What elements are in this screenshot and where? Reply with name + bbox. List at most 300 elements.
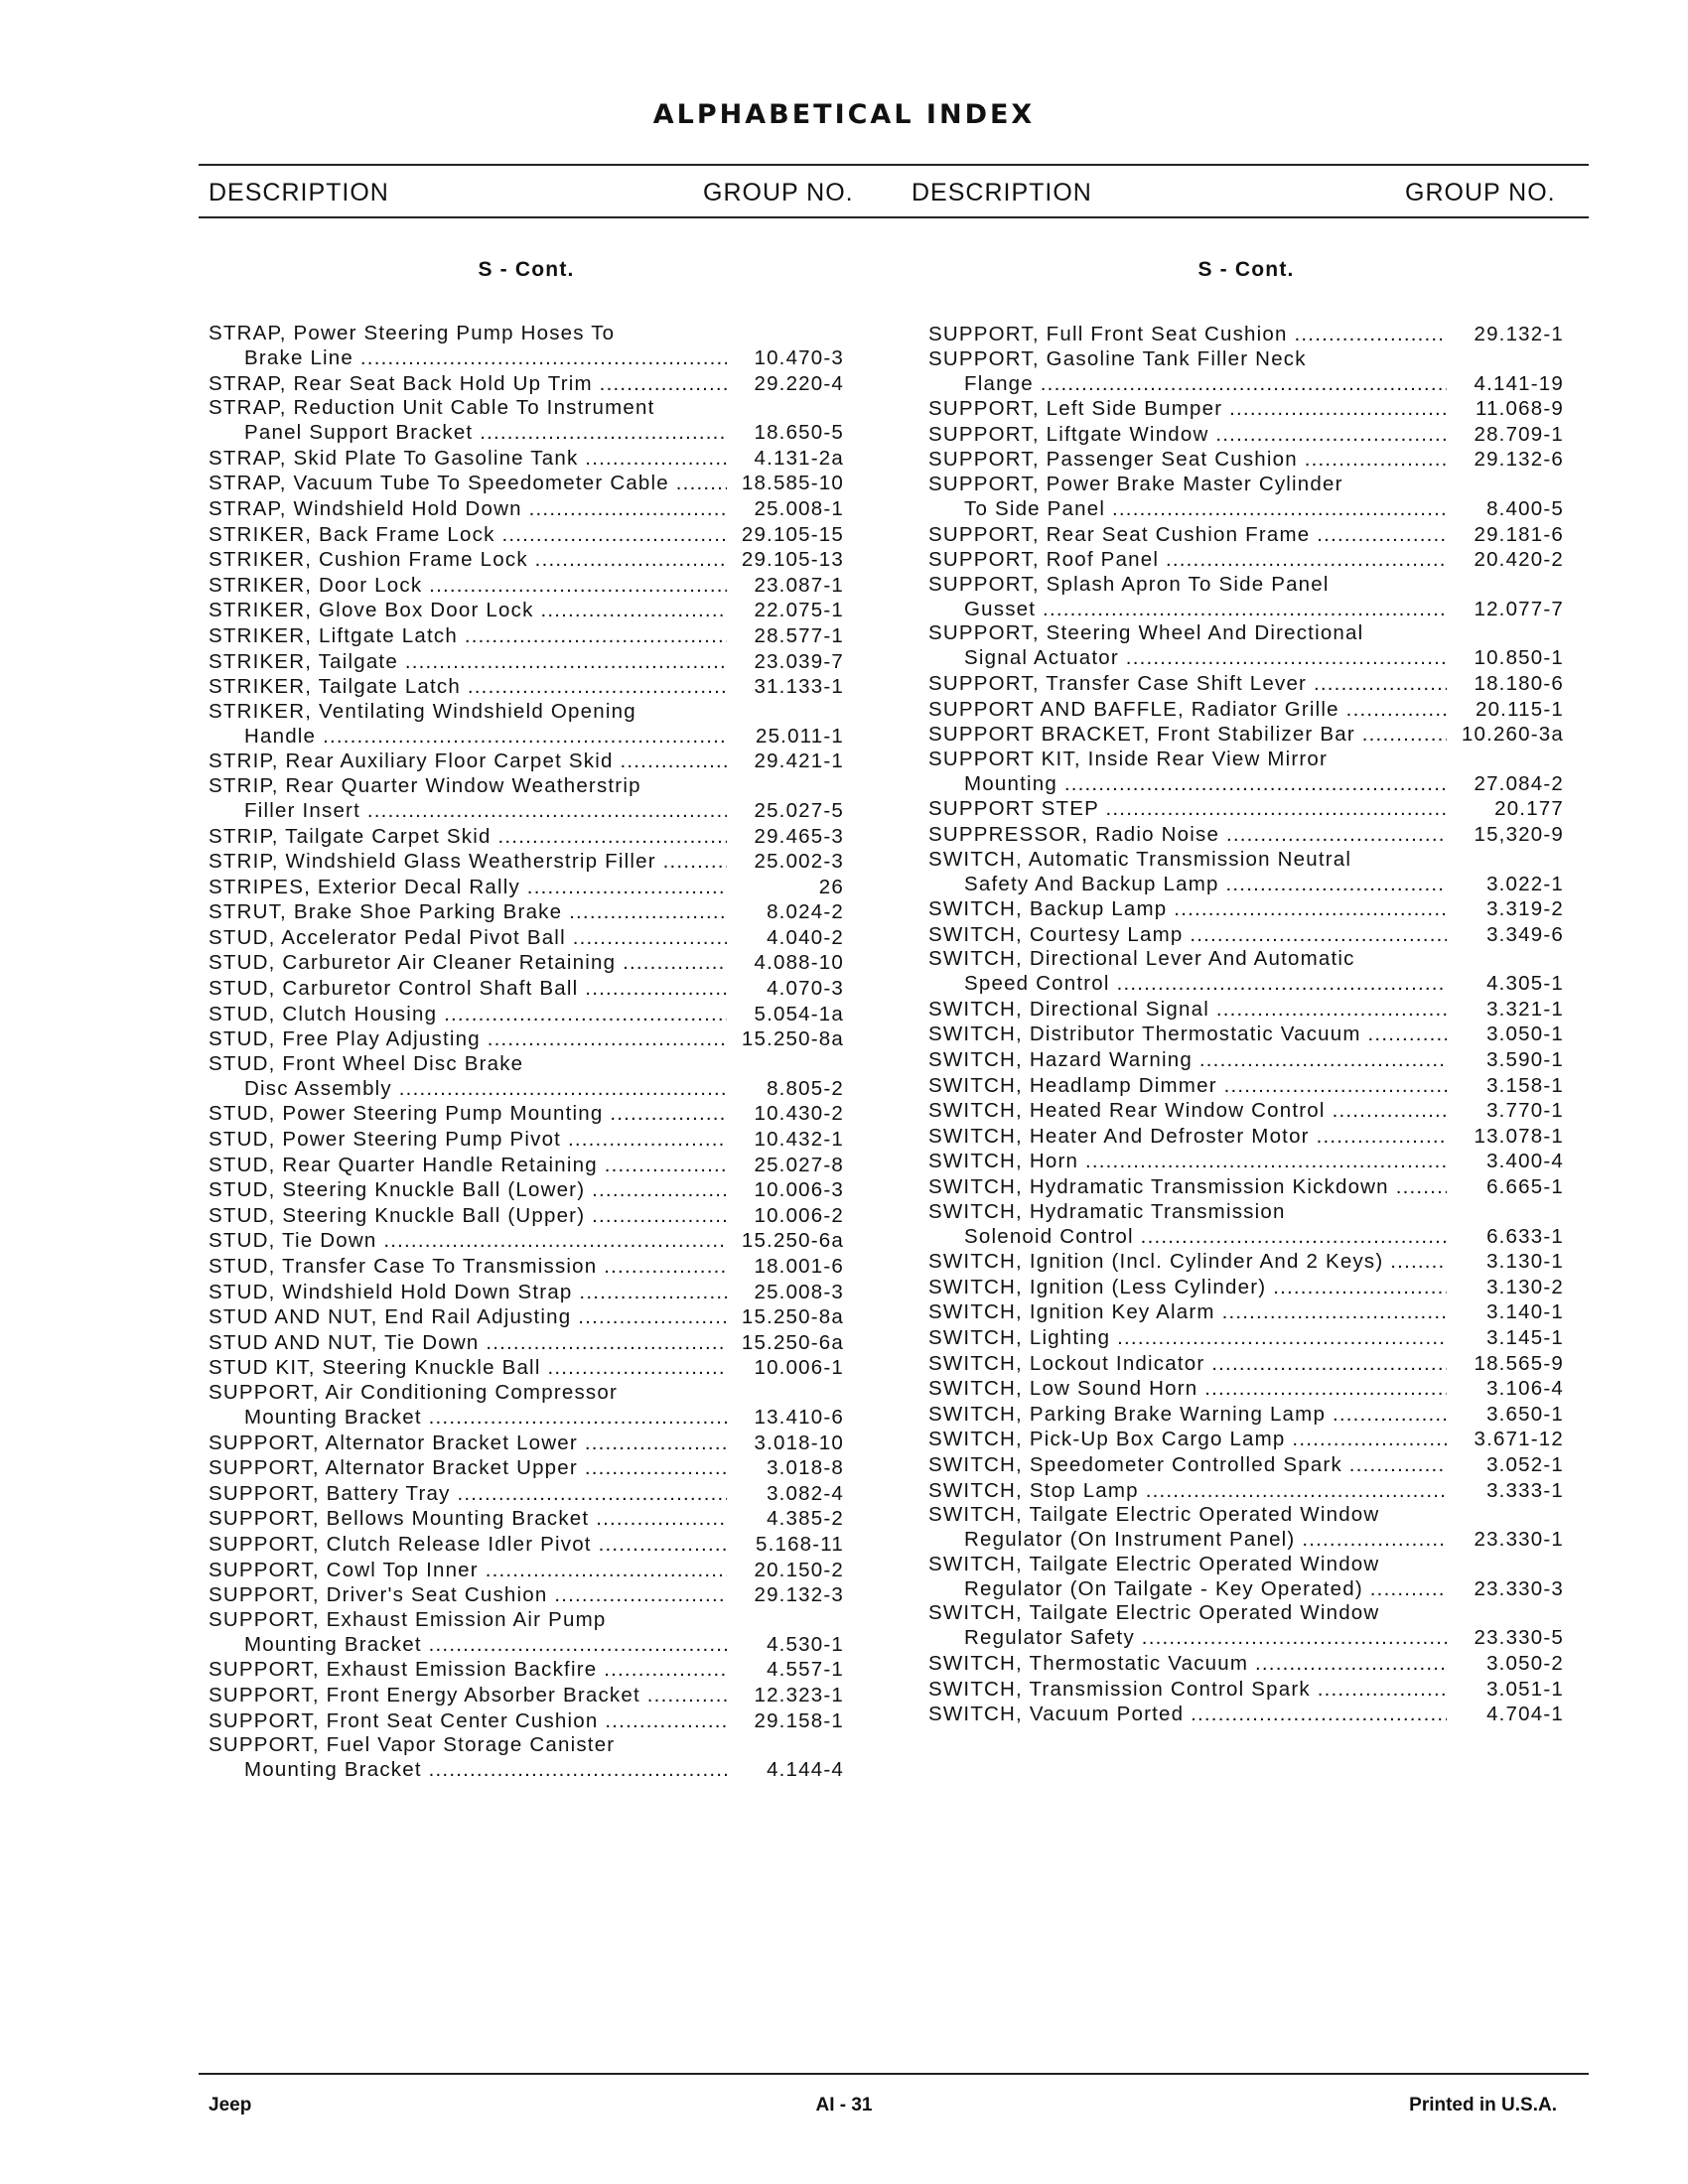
index-entry: [209, 1177, 844, 1203]
index-entry: [209, 322, 844, 371]
entry-group-number: 25.008-1: [754, 496, 844, 520]
entry-group-number: 26: [818, 875, 844, 898]
entry-text-line: SUPPORT, Battery Tray .....: [209, 1481, 727, 1507]
index-entry: [209, 1708, 844, 1734]
entry-group-number: 3.321-1: [1486, 997, 1564, 1021]
entry-group-number: 10.850-1: [1474, 646, 1564, 670]
index-entry: [209, 471, 844, 496]
index-entry: [209, 1657, 844, 1683]
entry-text-line: Mounting .....: [928, 771, 1447, 797]
index-entry: [209, 1280, 844, 1305]
entry-group-number: 3.400-4: [1486, 1150, 1564, 1173]
entry-group-number: 23.330-3: [1474, 1576, 1564, 1600]
index-entry: [928, 1651, 1564, 1677]
index-entry: [209, 1101, 844, 1127]
entry-text-line: STUD, Clutch Housing .....: [209, 1002, 727, 1027]
index-entry: [209, 1228, 844, 1254]
entry-text-line: STUD, Rear Quarter Handle Retaining .....: [209, 1153, 727, 1178]
index-entry: [209, 899, 844, 925]
entry-text-line: STRIP, Rear Auxiliary Floor Carpet Skid .....: [209, 749, 727, 774]
index-entry: [928, 1174, 1564, 1200]
entry-group-number: 25.027-8: [754, 1153, 844, 1176]
entry-text-line: SWITCH, Ignition (Less Cylinder) .....: [928, 1275, 1447, 1300]
entry-text-line: STUD AND NUT, Tie Down .....: [209, 1330, 727, 1356]
index-entry: [209, 824, 844, 850]
entry-group-number: 31.133-1: [754, 675, 844, 699]
index-entry: [209, 1026, 844, 1052]
entry-group-number: 4.131-2a: [754, 446, 844, 470]
index-entry: [928, 1351, 1564, 1377]
entry-text-line: SUPPORT KIT, Inside Rear View Mirror: [928, 747, 1329, 770]
entry-group-number: 3.130-1: [1486, 1250, 1564, 1274]
index-entry: [928, 922, 1564, 948]
index-entry: [928, 848, 1564, 897]
entry-text-line: SWITCH, Parking Brake Warning Lamp .....: [928, 1402, 1447, 1428]
index-entry: [928, 748, 1564, 797]
entry-text-line: SUPPORT, Transfer Case Shift Lever .....: [928, 671, 1447, 697]
entry-text-line: SUPPORT, Gasoline Tank Filler Neck: [928, 346, 1307, 370]
entry-text-line: Mounting Bracket .....: [209, 1757, 727, 1783]
entry-group-number: 20.420-2: [1474, 548, 1564, 572]
entry-group-number: 25.008-3: [754, 1280, 844, 1303]
entry-text-line: SUPPORT, Rear Seat Cushion Frame .....: [928, 522, 1447, 548]
entry-group-number: 15.250-8a: [741, 1027, 844, 1051]
index-entry: [928, 1601, 1564, 1651]
entry-group-number: 29.105-15: [741, 522, 844, 546]
index-entry: [928, 947, 1564, 997]
entry-group-number: 4.070-3: [767, 977, 844, 1001]
index-entry: [928, 822, 1564, 848]
entry-group-number: 4.704-1: [1486, 1703, 1564, 1726]
index-entry: [209, 649, 844, 675]
index-entry: [928, 573, 1564, 622]
index-column-right: [928, 258, 1564, 1727]
entry-text-line: STUD, Steering Knuckle Ball (Lower) .....: [209, 1177, 727, 1203]
index-entry: [928, 1073, 1564, 1099]
entry-text-line: SUPPORT STEP .....: [928, 796, 1447, 822]
entry-group-number: 15,320-9: [1474, 822, 1564, 846]
entry-text-line: STUD KIT, Steering Knuckle Ball .....: [209, 1355, 727, 1381]
entry-text-line: Regulator Safety .....: [928, 1625, 1447, 1651]
footer-page-number: AI - 31: [815, 2095, 873, 2116]
index-entry: [209, 1683, 844, 1708]
entry-group-number: 23.039-7: [754, 649, 844, 673]
entry-group-number: 15.250-6a: [741, 1229, 844, 1253]
entry-group-number: 3.650-1: [1486, 1402, 1564, 1426]
index-entry: [209, 1608, 844, 1658]
entry-group-number: 10.006-1: [754, 1356, 844, 1380]
index-entry: [928, 1503, 1564, 1553]
entry-group-number: 29.132-3: [754, 1583, 844, 1607]
entry-text-line: SWITCH, Ignition Key Alarm .....: [928, 1299, 1447, 1325]
header-rule-bottom: [199, 216, 1589, 218]
entry-group-number: 18.001-6: [754, 1255, 844, 1278]
index-entry: [928, 697, 1564, 723]
entry-group-number: 27.084-2: [1474, 771, 1564, 795]
entry-group-number: 25.002-3: [754, 850, 844, 874]
entry-text-line: Handle .....: [209, 724, 727, 750]
entry-group-number: 20.177: [1494, 797, 1564, 821]
entry-group-number: 3.082-4: [767, 1481, 844, 1505]
entry-text-line: SUPPORT, Splash Apron To Side Panel: [928, 572, 1330, 596]
index-entry: [209, 1381, 844, 1431]
index-entry: [928, 1677, 1564, 1703]
entry-text-line: SUPPORT, Roof Panel .....: [928, 547, 1447, 573]
index-entry: [209, 1506, 844, 1532]
entry-group-number: 29.132-1: [1474, 323, 1564, 345]
entry-group-number: 18.585-10: [741, 472, 844, 495]
footer-right: Printed in U.S.A.: [1409, 2095, 1557, 2116]
entry-group-number: 6.665-1: [1486, 1175, 1564, 1199]
entry-group-number: 18.565-9: [1474, 1351, 1564, 1375]
index-entry: [928, 1478, 1564, 1504]
index-entry: [209, 547, 844, 573]
index-entry: [928, 347, 1564, 397]
entry-text-line: SUPPORT, Front Seat Center Cushion .....: [209, 1708, 727, 1734]
index-entry: [928, 447, 1564, 473]
index-entry: [928, 1553, 1564, 1602]
index-entry: [928, 422, 1564, 448]
entry-group-number: 23.330-1: [1474, 1528, 1564, 1552]
index-list-left: [209, 322, 844, 1783]
entry-text-line: SWITCH, Tailgate Electric Operated Window: [928, 1601, 1380, 1625]
entry-group-number: 3.590-1: [1486, 1048, 1564, 1072]
header-group-left: GROUP NO.: [703, 179, 854, 206]
entry-group-number: 3.333-1: [1486, 1478, 1564, 1502]
entry-group-number: 3.051-1: [1486, 1677, 1564, 1701]
entry-group-number: 4.530-1: [767, 1632, 844, 1656]
entry-group-number: 29.421-1: [754, 750, 844, 773]
index-entry: [209, 1733, 844, 1783]
entry-group-number: 29.220-4: [754, 371, 844, 395]
entry-group-number: 4.385-2: [767, 1507, 844, 1531]
entry-group-number: 29.181-6: [1474, 522, 1564, 546]
entry-group-number: 15.250-6a: [741, 1330, 844, 1354]
footer-left: Jeep: [209, 2095, 252, 2116]
entry-group-number: 25.011-1: [755, 724, 844, 748]
entry-group-number: 10.006-2: [754, 1203, 844, 1227]
index-entry: [209, 1582, 844, 1608]
entry-group-number: 4.141-19: [1474, 371, 1564, 395]
entry-text-line: STRIKER, Back Frame Lock .....: [209, 522, 727, 548]
index-entry: [928, 396, 1564, 422]
entry-text-line: Solenoid Control .....: [928, 1224, 1447, 1250]
index-entry: [209, 446, 844, 472]
entry-text-line: STRIP, Rear Quarter Window Weatherstrip: [209, 773, 641, 797]
entry-group-number: 3.050-2: [1486, 1651, 1564, 1675]
entry-text-line: STUD, Front Wheel Disc Brake: [209, 1051, 524, 1075]
index-entry: [928, 1249, 1564, 1275]
entry-group-number: 23.330-5: [1474, 1626, 1564, 1650]
entry-text-line: STUD, Carburetor Control Shaft Ball .....: [209, 976, 727, 1002]
entry-text-line: Disc Assembly .....: [209, 1076, 727, 1102]
entry-text-line: Brake Line .....: [209, 345, 727, 371]
entry-group-number: 23.087-1: [754, 573, 844, 597]
entry-group-number: 3.349-6: [1486, 922, 1564, 946]
entry-group-number: 3.130-2: [1486, 1275, 1564, 1298]
index-entry: [928, 1452, 1564, 1478]
entry-group-number: 3.770-1: [1486, 1099, 1564, 1123]
entry-text-line: STRIKER, Glove Box Door Lock .....: [209, 598, 727, 623]
entry-group-number: 6.633-1: [1486, 1224, 1564, 1248]
header-description-right: DESCRIPTION: [912, 179, 1092, 206]
index-entry: [209, 1052, 844, 1102]
index-column-left: [209, 258, 844, 1783]
entry-text-line: SWITCH, Speedometer Controlled Spark .....: [928, 1452, 1447, 1478]
entry-text-line: STRIKER, Liftgate Latch .....: [209, 623, 727, 649]
index-entry: [928, 1022, 1564, 1047]
entry-group-number: 29.465-3: [754, 824, 844, 848]
entry-text-line: SUPPORT, Steering Wheel And Directional: [928, 621, 1364, 645]
index-entry: [209, 1455, 844, 1481]
entry-text-line: SUPPRESSOR, Radio Noise .....: [928, 822, 1447, 848]
entry-group-number: 3.052-1: [1486, 1452, 1564, 1476]
section-label-right: S - Cont.: [1197, 258, 1295, 281]
index-entry: [209, 674, 844, 700]
entry-text-line: Regulator (On Instrument Panel) .....: [928, 1527, 1447, 1553]
entry-text-line: Safety And Backup Lamp .....: [928, 872, 1447, 897]
entry-text-line: STUD, Transfer Case To Transmission .....: [209, 1254, 727, 1280]
entry-text-line: STRUT, Brake Shoe Parking Brake .....: [209, 899, 727, 925]
index-entry: [209, 1355, 844, 1381]
entry-text-line: SWITCH, Pick-Up Box Cargo Lamp .....: [928, 1427, 1447, 1452]
entry-group-number: 8.805-2: [767, 1076, 844, 1100]
entry-text-line: SUPPORT, Cowl Top Inner .....: [209, 1558, 727, 1583]
index-entry: [928, 997, 1564, 1023]
entry-group-number: 28.709-1: [1474, 422, 1564, 446]
entry-text-line: STUD, Power Steering Pump Pivot .....: [209, 1127, 727, 1153]
entry-text-line: SWITCH, Heater And Defroster Motor .....: [928, 1124, 1447, 1150]
header-rule-top: [199, 164, 1589, 166]
entry-group-number: 3.018-8: [767, 1456, 844, 1480]
entry-text-line: SWITCH, Heated Rear Window Control .....: [928, 1098, 1447, 1124]
entry-text-line: STUD, Windshield Hold Down Strap .....: [209, 1280, 727, 1305]
entry-text-line: SWITCH, Courtesy Lamp .....: [928, 922, 1447, 948]
page-title: ALPHABETICAL INDEX: [652, 99, 1036, 130]
entry-text-line: SUPPORT, Passenger Seat Cushion .....: [928, 447, 1447, 473]
index-entry: [928, 1098, 1564, 1124]
entry-text-line: STUD, Accelerator Pedal Pivot Ball .....: [209, 925, 727, 951]
index-entry: [928, 896, 1564, 922]
index-entry: [928, 621, 1564, 671]
entry-text-line: SUPPORT BRACKET, Front Stabilizer Bar .....: [928, 722, 1447, 748]
entry-text-line: Mounting Bracket .....: [209, 1405, 727, 1431]
entry-group-number: 8.024-2: [767, 900, 844, 924]
entry-group-number: 4.305-1: [1486, 972, 1564, 996]
index-entry: [209, 1254, 844, 1280]
entry-group-number: 10.006-3: [754, 1178, 844, 1202]
entry-text-line: STUD, Tie Down .....: [209, 1228, 727, 1254]
header-description-left: DESCRIPTION: [209, 179, 389, 206]
index-entry: [209, 749, 844, 774]
entry-group-number: 15.250-8a: [741, 1305, 844, 1329]
entry-text-line: SUPPORT, Full Front Seat Cushion .....: [928, 322, 1447, 347]
entry-text-line: SWITCH, Ignition (Incl. Cylinder And 2 Keys) .....: [928, 1249, 1447, 1275]
entry-text-line: STUD AND NUT, End Rail Adjusting .....: [209, 1304, 727, 1330]
entry-text-line: STUD, Carburetor Air Cleaner Retaining .....: [209, 950, 727, 976]
entry-group-number: 3.050-1: [1486, 1023, 1564, 1046]
entry-text-line: SUPPORT, Left Side Bumper .....: [928, 396, 1447, 422]
index-entry: [928, 1402, 1564, 1428]
index-entry: [928, 1275, 1564, 1300]
index-entry: [928, 473, 1564, 522]
entry-text-line: STRAP, Reduction Unit Cable To Instrument: [209, 396, 655, 420]
index-entry: [209, 598, 844, 623]
entry-group-number: 5.054-1a: [754, 1002, 844, 1025]
entry-text-line: STUD, Free Play Adjusting .....: [209, 1026, 727, 1052]
entry-text-line: Signal Actuator .....: [928, 645, 1447, 671]
entry-text-line: STRIPES, Exterior Decal Rally .....: [209, 875, 727, 900]
entry-text-line: SWITCH, Headlamp Dimmer .....: [928, 1073, 1447, 1099]
index-entry: [209, 1153, 844, 1178]
entry-text-line: SUPPORT, Air Conditioning Compressor: [209, 1380, 618, 1404]
index-entry: [928, 1124, 1564, 1150]
index-entry: [209, 496, 844, 522]
index-entry: [209, 976, 844, 1002]
entry-group-number: 11.068-9: [1475, 397, 1564, 421]
entry-text-line: SWITCH, Vacuum Ported .....: [928, 1702, 1447, 1727]
entry-group-number: 18.180-6: [1474, 671, 1564, 695]
entry-text-line: SUPPORT, Front Energy Absorber Bracket .....: [209, 1683, 727, 1708]
entry-group-number: 12.077-7: [1474, 597, 1564, 620]
index-entry: [209, 396, 844, 446]
entry-text-line: STRIKER, Tailgate .....: [209, 649, 727, 675]
entry-text-line: Filler Insert .....: [209, 798, 727, 824]
entry-text-line: SUPPORT, Liftgate Window .....: [928, 422, 1447, 448]
index-entry: [928, 1427, 1564, 1452]
entry-group-number: 3.106-4: [1486, 1377, 1564, 1401]
entry-group-number: 29.132-6: [1474, 448, 1564, 472]
entry-text-line: SWITCH, Lighting .....: [928, 1325, 1447, 1351]
entry-text-line: SWITCH, Directional Signal .....: [928, 997, 1447, 1023]
index-entry: [209, 1203, 844, 1229]
entry-text-line: STUD, Steering Knuckle Ball (Upper) .....: [209, 1203, 727, 1229]
entry-text-line: SWITCH, Horn .....: [928, 1149, 1447, 1174]
entry-text-line: STRIKER, Door Lock .....: [209, 573, 727, 599]
entry-text-line: STRAP, Power Steering Pump Hoses To: [209, 322, 616, 344]
index-entry: [209, 849, 844, 875]
index-entry: [928, 1200, 1564, 1250]
index-entry: [928, 1702, 1564, 1727]
entry-group-number: 29.158-1: [754, 1708, 844, 1732]
entry-text-line: SWITCH, Directional Lever And Automatic: [928, 947, 1355, 971]
index-entry: [928, 322, 1564, 347]
index-entry: [928, 1047, 1564, 1073]
entry-text-line: Flange .....: [928, 371, 1447, 397]
entry-text-line: SWITCH, Tailgate Electric Operated Window: [928, 1503, 1380, 1527]
index-entry: [209, 700, 844, 750]
index-entry: [928, 671, 1564, 697]
index-entry: [209, 1304, 844, 1330]
index-entry: [209, 1002, 844, 1027]
entry-text-line: Mounting Bracket .....: [209, 1632, 727, 1658]
entry-group-number: 3.022-1: [1486, 872, 1564, 895]
entry-text-line: STRIKER, Ventilating Windshield Opening: [209, 699, 636, 723]
entry-group-number: 4.144-4: [767, 1758, 844, 1782]
index-entry: [209, 522, 844, 548]
index-entry: [209, 950, 844, 976]
entry-text-line: SUPPORT, Driver's Seat Cushion .....: [209, 1582, 727, 1608]
entry-group-number: 20.115-1: [1475, 697, 1564, 721]
entry-group-number: 10.430-2: [754, 1102, 844, 1126]
entry-group-number: 4.557-1: [767, 1658, 844, 1682]
entry-text-line: STRIKER, Tailgate Latch .....: [209, 674, 727, 700]
entry-text-line: STRIKER, Cushion Frame Lock .....: [209, 547, 727, 573]
entry-text-line: SUPPORT, Exhaust Emission Air Pump: [209, 1607, 607, 1631]
entry-text-line: SUPPORT, Clutch Release Idler Pivot .....: [209, 1532, 727, 1558]
index-entry: [209, 1127, 844, 1153]
index-entry: [209, 1481, 844, 1507]
entry-group-number: 4.088-10: [754, 951, 844, 975]
entry-group-number: 10.470-3: [754, 346, 844, 369]
entry-text-line: STRAP, Windshield Hold Down .....: [209, 496, 727, 522]
entry-text-line: SWITCH, Hazard Warning .....: [928, 1047, 1447, 1073]
index-entry: [928, 547, 1564, 573]
entry-text-line: SWITCH, Tailgate Electric Operated Window: [928, 1552, 1380, 1575]
entry-text-line: SUPPORT, Exhaust Emission Backfire .....: [209, 1657, 727, 1683]
entry-text-line: SWITCH, Lockout Indicator .....: [928, 1351, 1447, 1377]
index-entry: [209, 623, 844, 649]
entry-group-number: 28.577-1: [754, 623, 844, 647]
entry-text-line: SWITCH, Automatic Transmission Neutral: [928, 847, 1352, 871]
entry-text-line: SWITCH, Stop Lamp .....: [928, 1478, 1447, 1504]
entry-text-line: Speed Control .....: [928, 971, 1447, 997]
index-entry: [209, 875, 844, 900]
entry-group-number: 20.150-2: [754, 1558, 844, 1581]
entry-text-line: Gusset .....: [928, 597, 1447, 622]
index-entry: [928, 1376, 1564, 1402]
entry-text-line: STRAP, Vacuum Tube To Speedometer Cable .....: [209, 471, 727, 496]
index-entry: [209, 1532, 844, 1558]
index-entry: [928, 522, 1564, 548]
entry-text-line: SUPPORT, Power Brake Master Cylinder: [928, 472, 1343, 495]
entry-text-line: SWITCH, Hydramatic Transmission Kickdown .....: [928, 1174, 1447, 1200]
index-entry: [928, 796, 1564, 822]
entry-text-line: Panel Support Bracket .....: [209, 420, 727, 446]
entry-text-line: SUPPORT, Alternator Bracket Upper .....: [209, 1455, 727, 1481]
entry-group-number: 5.168-11: [755, 1532, 844, 1556]
entry-text-line: SWITCH, Backup Lamp .....: [928, 896, 1447, 922]
index-entry: [928, 1325, 1564, 1351]
entry-text-line: To Side Panel .....: [928, 496, 1447, 522]
entry-text-line: STRAP, Skid Plate To Gasoline Tank .....: [209, 446, 727, 472]
entry-text-line: SWITCH, Hydramatic Transmission: [928, 1199, 1286, 1223]
index-list-right: [928, 322, 1564, 1727]
entry-text-line: SUPPORT AND BAFFLE, Radiator Grille .....: [928, 697, 1447, 723]
entry-text-line: SUPPORT, Fuel Vapor Storage Canister: [209, 1733, 616, 1757]
entry-group-number: 3.145-1: [1486, 1326, 1564, 1349]
entry-group-number: 3.671-12: [1474, 1428, 1564, 1451]
entry-text-line: SUPPORT, Alternator Bracket Lower .....: [209, 1431, 727, 1456]
entry-group-number: 3.018-10: [754, 1431, 844, 1454]
entry-text-line: Regulator (On Tailgate - Key Operated) .....: [928, 1576, 1447, 1602]
entry-group-number: 22.075-1: [754, 599, 844, 622]
entry-group-number: 18.650-5: [754, 421, 844, 445]
index-entry: [209, 573, 844, 599]
index-entry: [209, 925, 844, 951]
index-entry: [209, 1558, 844, 1583]
entry-group-number: 25.027-5: [754, 798, 844, 822]
header-group-right: GROUP NO.: [1405, 179, 1556, 206]
entry-text-line: SWITCH, Distributor Thermostatic Vacuum .....: [928, 1022, 1447, 1047]
entry-group-number: 3.158-1: [1486, 1073, 1564, 1097]
entry-group-number: 13.410-6: [754, 1405, 844, 1429]
index-entry: [928, 722, 1564, 748]
entry-text-line: SWITCH, Thermostatic Vacuum .....: [928, 1651, 1447, 1677]
section-label-left: S - Cont.: [478, 258, 575, 281]
entry-text-line: STUD, Power Steering Pump Mounting .....: [209, 1101, 727, 1127]
entry-text-line: SWITCH, Transmission Control Spark .....: [928, 1677, 1447, 1703]
